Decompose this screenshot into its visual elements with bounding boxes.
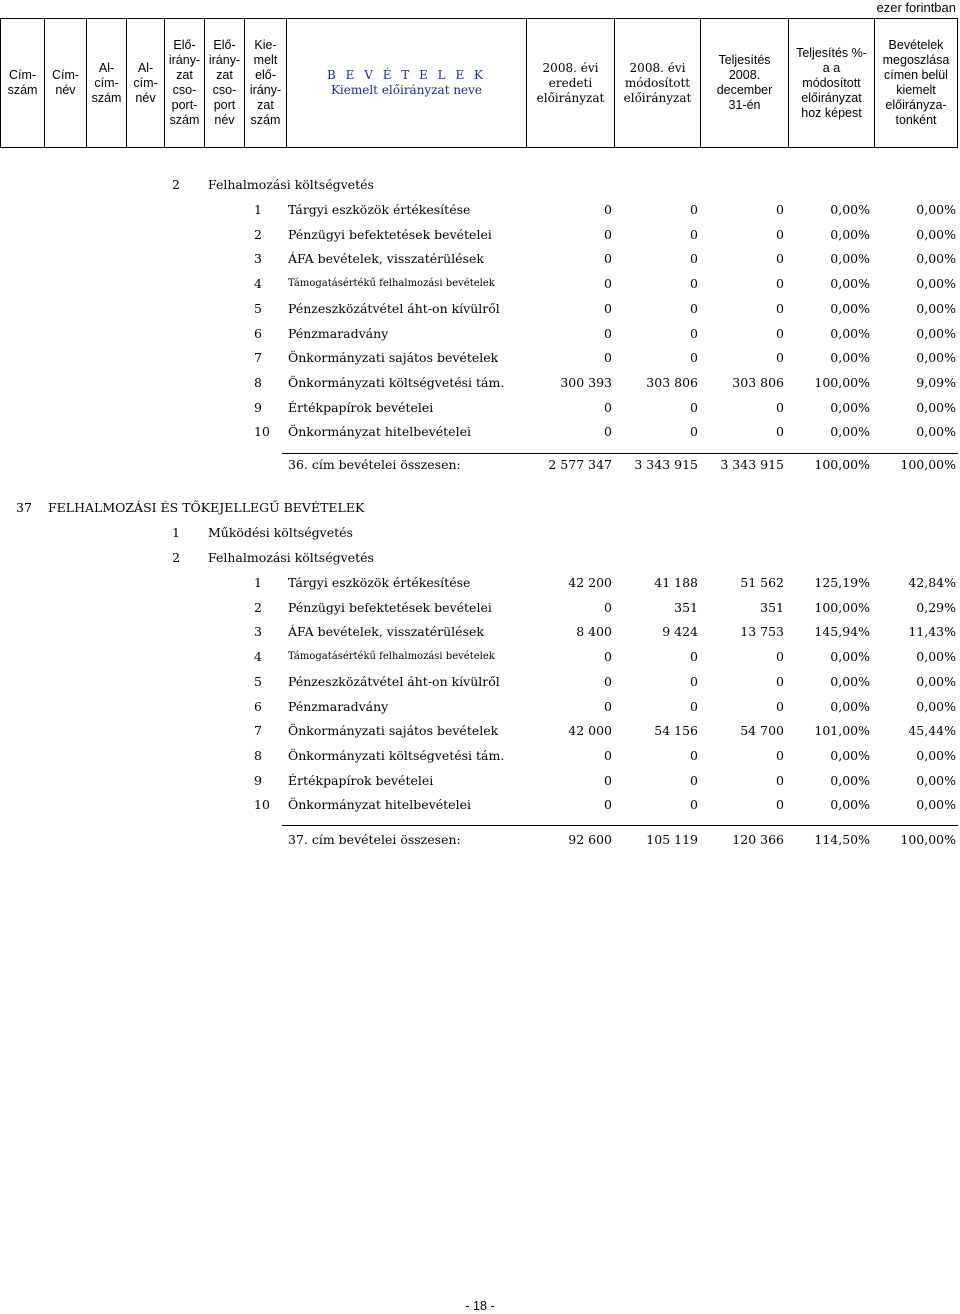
cell-pct: 145,94%: [814, 624, 870, 640]
cell-share: 0,00%: [916, 325, 956, 341]
header-eredeti: 2008. évi eredeti előirányzat: [527, 19, 615, 147]
section-title: FELHALMOZÁSI ÉS TŐKEJELLEGŰ BEVÉTELEK: [48, 500, 365, 515]
cell-teljesites: 0: [776, 251, 784, 267]
cell-modositott: 0: [690, 276, 698, 292]
cell-share: 0,00%: [916, 698, 956, 714]
cell-eredeti: 300 393: [560, 374, 612, 390]
header-cim-szam: Cím- szám: [1, 19, 45, 147]
cell-pct: 0,00%: [830, 399, 870, 415]
cell-pct: 0,00%: [830, 300, 870, 316]
item-number: 1: [254, 575, 262, 590]
cell-teljesites: 0: [776, 399, 784, 415]
cell-modositott: 0: [690, 300, 698, 316]
cell-share: 0,00%: [916, 350, 956, 366]
cell-share: 42,84%: [908, 575, 956, 590]
cell-eredeti: 42 000: [568, 723, 612, 739]
item-label: Támogatásértékű felhalmozási bevételek: [288, 278, 495, 290]
cell-pct: 0,00%: [830, 772, 870, 788]
header-teljesites: Teljesítés 2008. december 31-én: [701, 19, 789, 147]
section-36-total-row: [0, 456, 960, 474]
cell-eredeti: 0: [604, 325, 612, 341]
header-bevetelek-title: B E V É T E L E K: [327, 68, 486, 82]
item-label: Önkormányzati sajátos bevételek: [288, 350, 499, 366]
item-label: Önkormányzati sajátos bevételek: [288, 723, 499, 739]
table-row: [0, 349, 960, 367]
cell-pct: 0,00%: [830, 424, 870, 440]
item-label: Pénzmaradvány: [288, 325, 389, 341]
cell-modositott: 0: [690, 399, 698, 415]
cell-share: 0,29%: [916, 599, 956, 615]
cell-teljesites: 303 806: [732, 374, 784, 390]
cell-teljesites: 0: [776, 226, 784, 242]
item-label: Tárgyi eszközök értékesítése: [288, 575, 471, 590]
cell-pct: 0,00%: [830, 276, 870, 292]
item-label: Pénzügyi befektetések bevételei: [288, 226, 492, 242]
cell-teljesites: 351: [760, 599, 784, 615]
item-label: Önkormányzati költségvetési tám.: [288, 747, 505, 763]
table-row: [0, 300, 960, 318]
table-row: [0, 747, 960, 765]
page-number: - 18 -: [465, 1299, 495, 1313]
group-label: Felhalmozási költségvetés: [208, 550, 374, 565]
item-number: 5: [254, 673, 262, 689]
cell-modositott: 0: [690, 747, 698, 763]
item-label: Önkormányzat hitelbevételei: [288, 797, 471, 813]
cell-eredeti: 0: [604, 797, 612, 813]
cell-pct: 0,00%: [830, 797, 870, 813]
table-row: [0, 226, 960, 244]
cell-eredeti: 0: [604, 300, 612, 316]
cell-modositott: 0: [690, 698, 698, 714]
cell-pct: 0,00%: [830, 251, 870, 267]
cell-share: 0,00%: [916, 772, 956, 788]
table-row: [0, 772, 960, 790]
cell-share: 11,43%: [908, 624, 956, 640]
table-row: [0, 698, 960, 716]
total-teljesites: 3 343 915: [720, 457, 784, 472]
cell-share: 0,00%: [916, 649, 956, 665]
total-label: 37. cím bevételei összesen:: [288, 832, 461, 847]
cell-modositott: 41 188: [654, 575, 698, 590]
total-eredeti: 92 600: [568, 832, 612, 847]
section-number: 37: [16, 500, 32, 515]
item-label: Pénzeszközátvétel áht-on kívülről: [288, 300, 500, 316]
table-row: [0, 673, 960, 691]
item-number: 1: [254, 202, 262, 217]
item-number: 7: [254, 723, 262, 739]
cell-pct: 0,00%: [830, 649, 870, 665]
item-label: Tárgyi eszközök értékesítése: [288, 202, 471, 217]
header-kiemelt-eloir-szam: Kie- melt elő- irány- zat szám: [245, 19, 287, 147]
cell-teljesites: 0: [776, 797, 784, 813]
cell-eredeti: 0: [604, 698, 612, 714]
cell-teljesites: 0: [776, 673, 784, 689]
cell-teljesites: 0: [776, 698, 784, 714]
table-row: [0, 623, 960, 641]
item-number: 10: [254, 424, 270, 440]
cell-eredeti: 0: [604, 202, 612, 217]
cell-teljesites: 0: [776, 772, 784, 788]
table-row: [0, 374, 960, 392]
group-row: [0, 524, 960, 542]
total-pct: 114,50%: [814, 832, 870, 847]
table-row: [0, 423, 960, 441]
cell-eredeti: 0: [604, 399, 612, 415]
total-modositott: 105 119: [646, 832, 698, 847]
cell-share: 0,00%: [916, 797, 956, 813]
cell-teljesites: 54 700: [740, 723, 784, 739]
table-row: [0, 722, 960, 740]
cell-modositott: 0: [690, 673, 698, 689]
cell-pct: 0,00%: [830, 325, 870, 341]
item-number: 7: [254, 350, 262, 366]
item-label: ÁFA bevételek, visszatérülések: [288, 624, 484, 640]
cell-modositott: 0: [690, 772, 698, 788]
header-alcim-nev: Al- cím- név: [127, 19, 165, 147]
total-teljesites: 120 366: [732, 832, 784, 847]
cell-teljesites: 0: [776, 424, 784, 440]
cell-pct: 101,00%: [814, 723, 870, 739]
unit-label: ezer forintban: [876, 0, 956, 15]
table-row: [0, 599, 960, 617]
table-row: [0, 648, 960, 666]
group-number: 1: [172, 525, 180, 540]
cell-teljesites: 51 562: [740, 575, 784, 590]
group-label: Működési költségvetés: [208, 525, 353, 540]
cell-eredeti: 0: [604, 226, 612, 242]
table-row: [0, 201, 960, 219]
cell-modositott: 0: [690, 325, 698, 341]
section-37-title-row: [0, 499, 960, 517]
item-number: 6: [254, 325, 262, 341]
item-number: 2: [254, 226, 262, 242]
item-number: 2: [254, 599, 262, 615]
item-label: ÁFA bevételek, visszatérülések: [288, 251, 484, 267]
cell-pct: 0,00%: [830, 698, 870, 714]
item-number: 9: [254, 399, 262, 415]
total-label: 36. cím bevételei összesen:: [288, 457, 461, 472]
cell-teljesites: 0: [776, 276, 784, 292]
cell-pct: 0,00%: [830, 226, 870, 242]
header-bevetelek: [287, 19, 527, 147]
cell-modositott: 0: [690, 797, 698, 813]
group-number: 2: [172, 177, 180, 192]
group-number: 2: [172, 550, 180, 565]
cell-teljesites: 0: [776, 325, 784, 341]
header-teljesites-pct: Teljesítés %- a a módosított előirányzat hoz képest: [789, 19, 875, 147]
cell-modositott: 9 424: [662, 624, 698, 640]
cell-teljesites: 0: [776, 747, 784, 763]
table-row: [0, 574, 960, 592]
cell-share: 0,00%: [916, 300, 956, 316]
header-alcim-szam: Al- cím- szám: [87, 19, 127, 147]
cell-pct: 0,00%: [830, 673, 870, 689]
item-label: Pénzmaradvány: [288, 698, 389, 714]
header-eloir-csoport-nev: Elő- irány- zat cso- port név: [205, 19, 245, 147]
item-label: Önkormányzat hitelbevételei: [288, 424, 471, 440]
item-number: 4: [254, 649, 262, 665]
cell-modositott: 303 806: [646, 374, 698, 390]
item-number: 8: [254, 374, 262, 390]
item-label: Támogatásértékű felhalmozási bevételek: [288, 651, 495, 663]
item-number: 10: [254, 797, 270, 813]
cell-share: 0,00%: [916, 673, 956, 689]
total-divider: [282, 453, 958, 454]
cell-eredeti: 0: [604, 772, 612, 788]
item-number: 3: [254, 624, 262, 640]
item-label: Pénzeszközátvétel áht-on kívülről: [288, 673, 500, 689]
cell-eredeti: 0: [604, 599, 612, 615]
item-number: 5: [254, 300, 262, 316]
cell-eredeti: 0: [604, 350, 612, 366]
cell-teljesites: 0: [776, 649, 784, 665]
cell-pct: 100,00%: [814, 599, 870, 615]
cell-eredeti: 42 200: [568, 575, 612, 590]
item-number: 8: [254, 747, 262, 763]
group-label: Felhalmozási költségvetés: [208, 177, 374, 192]
cell-teljesites: 0: [776, 202, 784, 217]
cell-modositott: 0: [690, 350, 698, 366]
cell-eredeti: 0: [604, 747, 612, 763]
group-row: [0, 549, 960, 567]
cell-eredeti: 0: [604, 251, 612, 267]
total-pct: 100,00%: [814, 457, 870, 472]
item-number: 3: [254, 251, 262, 267]
cell-share: 0,00%: [916, 202, 956, 217]
total-share: 100,00%: [900, 457, 956, 472]
item-number: 9: [254, 772, 262, 788]
cell-modositott: 0: [690, 226, 698, 242]
cell-modositott: 54 156: [654, 723, 698, 739]
cell-modositott: 0: [690, 251, 698, 267]
item-label: Önkormányzati költségvetési tám.: [288, 374, 505, 390]
total-modositott: 3 343 915: [634, 457, 698, 472]
cell-eredeti: 8 400: [576, 624, 612, 640]
column-header: [0, 18, 958, 148]
cell-share: 0,00%: [916, 251, 956, 267]
group-row: [0, 176, 960, 194]
section-37-total-row: [0, 831, 960, 849]
cell-eredeti: 0: [604, 424, 612, 440]
header-bevetelek-subtitle: Kiemelt előirányzat neve: [330, 83, 483, 97]
cell-share: 9,09%: [916, 374, 956, 390]
total-share: 100,00%: [900, 832, 956, 847]
cell-share: 0,00%: [916, 399, 956, 415]
total-divider: [282, 825, 958, 826]
cell-share: 0,00%: [916, 424, 956, 440]
cell-pct: 0,00%: [830, 202, 870, 217]
header-megoszlas: Bevételek megoszlása címen belül kiemelt előirányza- tonként: [882, 38, 950, 127]
cell-share: 0,00%: [916, 747, 956, 763]
cell-modositott: 0: [690, 424, 698, 440]
cell-share: 45,44%: [908, 723, 956, 739]
cell-teljesites: 0: [776, 350, 784, 366]
cell-pct: 100,00%: [814, 374, 870, 390]
table-row: [0, 325, 960, 343]
cell-eredeti: 0: [604, 276, 612, 292]
table-row: [0, 275, 960, 293]
item-number: 6: [254, 698, 262, 714]
item-label: Értékpapírok bevételei: [288, 772, 434, 788]
total-eredeti: 2 577 347: [548, 457, 612, 472]
table-row: [0, 399, 960, 417]
header-eloir-csoport-szam: Elő- irány- zat cso- port- szám: [165, 19, 205, 147]
item-number: 4: [254, 276, 262, 292]
cell-teljesites: 13 753: [740, 624, 784, 640]
cell-teljesites: 0: [776, 300, 784, 316]
cell-modositott: 0: [690, 202, 698, 217]
cell-eredeti: 0: [604, 673, 612, 689]
cell-eredeti: 0: [604, 649, 612, 665]
cell-pct: 0,00%: [830, 350, 870, 366]
cell-share: 0,00%: [916, 276, 956, 292]
cell-modositott: 351: [674, 599, 698, 615]
header-cim-nev: Cím- név: [45, 19, 87, 147]
table-row: [0, 250, 960, 268]
cell-share: 0,00%: [916, 226, 956, 242]
item-label: Értékpapírok bevételei: [288, 399, 434, 415]
item-label: Pénzügyi befektetések bevételei: [288, 599, 492, 615]
cell-pct: 125,19%: [814, 575, 870, 590]
cell-pct: 0,00%: [830, 747, 870, 763]
table-row: [0, 796, 960, 814]
header-modositott: 2008. évi módosított előirányzat: [615, 19, 701, 147]
cell-modositott: 0: [690, 649, 698, 665]
